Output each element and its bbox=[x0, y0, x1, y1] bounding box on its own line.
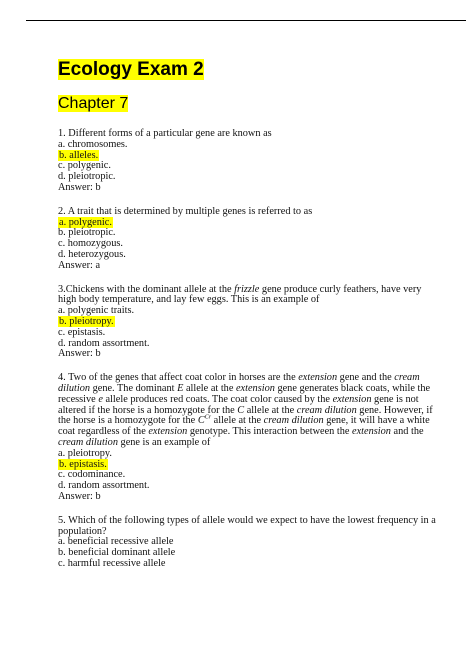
option-d: d. heterozygous. bbox=[58, 248, 126, 260]
question-stem: 2. A trait that is determined by multiple genes is referred to as bbox=[58, 205, 313, 217]
question-1 bbox=[58, 129, 438, 194]
option-a: a. polygenic traits. bbox=[58, 305, 135, 317]
option-b: b. pleiotropic. bbox=[58, 227, 116, 239]
highlighted-answer: a. polygenic. bbox=[59, 216, 112, 228]
answer-line: Answer: b bbox=[58, 348, 101, 360]
question-stem: 1. Different forms of a particular gene are known as bbox=[58, 128, 272, 139]
document-page bbox=[58, 58, 438, 570]
option-b bbox=[58, 151, 438, 162]
option-d: d. random assortment. bbox=[58, 337, 150, 349]
option-a bbox=[58, 218, 438, 229]
question-stem: 3.Chickens with the dominant allele at the frizzle gene produce curly feathers, have very high body temperature, and lay few eggs. This is an example of bbox=[58, 283, 422, 306]
option-c: c. polygenic. bbox=[58, 160, 111, 172]
highlighted-answer: b. alleles. bbox=[59, 149, 99, 161]
option-c: c. codominance. bbox=[58, 469, 126, 481]
question-4 bbox=[58, 373, 438, 503]
option-d: d. random assortment. bbox=[58, 480, 150, 492]
answer-line: Answer: b bbox=[58, 490, 101, 502]
option-a: a. beneficial recessive allele bbox=[58, 536, 174, 548]
answer-line: Answer: b bbox=[58, 181, 101, 193]
option-c: c. homozygous. bbox=[58, 238, 123, 250]
question-stem: 4. Two of the genes that affect coat color in horses are the extension gene and the cream dilution gene. The dominant E allele at the extension gene generates black coats, while the recessive e allele produces red coats. The coat color caused by the extension gene is not altered if the horse is a homozygote for the C allele at the cream dilution gene. However, if the horse is a homozygote for the $C^{Cr}$ allele at the cream dilution gene, it will have a white coat regardless of the extension genotype. This interaction between the extension and the cream dilution gene is an example of bbox=[58, 372, 433, 448]
question-2 bbox=[58, 207, 438, 272]
highlighted-answer: b. epistasis. bbox=[59, 458, 107, 470]
option-d: d. pleiotropic. bbox=[58, 171, 116, 183]
option-b: b. beneficial dominant allele bbox=[58, 547, 176, 559]
question-list bbox=[58, 129, 438, 570]
highlighted-answer: b. pleiotropy. bbox=[59, 315, 114, 327]
question-stem: 5. Which of the following types of allele would we expect to have the lowest frequency in a population? bbox=[58, 514, 436, 537]
option-c: c. epistasis. bbox=[58, 326, 106, 338]
answer-line: Answer: a bbox=[58, 259, 101, 271]
option-a: a. pleiotropy. bbox=[58, 447, 112, 459]
option-c: c. harmful recessive allele bbox=[58, 557, 166, 569]
question-3 bbox=[58, 285, 438, 361]
document-title: Ecology Exam 2 bbox=[58, 59, 204, 80]
question-5 bbox=[58, 516, 438, 570]
option-b bbox=[58, 317, 438, 328]
top-rule bbox=[26, 20, 466, 21]
chapter-heading: Chapter 7 bbox=[58, 95, 129, 112]
option-a: a. chromosomes. bbox=[58, 138, 128, 150]
